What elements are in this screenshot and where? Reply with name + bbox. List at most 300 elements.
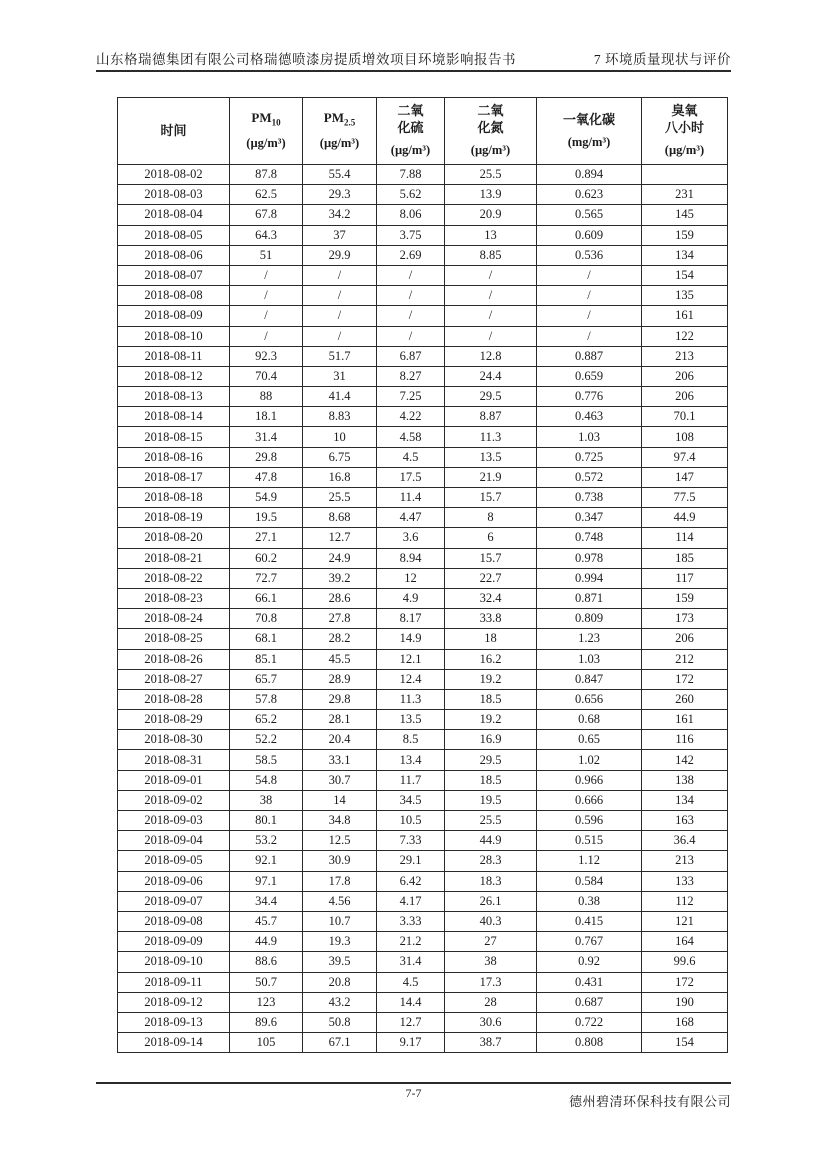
cell-so2: 3.75 xyxy=(377,225,445,245)
cell-time: 2018-08-27 xyxy=(118,669,230,689)
cell-so2: 4.17 xyxy=(377,891,445,911)
table-row xyxy=(118,790,728,810)
cell-time: 2018-08-06 xyxy=(118,245,230,265)
cell-o3_8h: 161 xyxy=(642,710,728,730)
cell-time: 2018-08-13 xyxy=(118,387,230,407)
cell-no2: 25.5 xyxy=(445,165,537,185)
cell-o3_8h: 212 xyxy=(642,649,728,669)
table-header-row xyxy=(118,98,728,165)
table-row xyxy=(118,972,728,992)
cell-so2: 13.4 xyxy=(377,750,445,770)
table-row xyxy=(118,588,728,608)
cell-so2: 8.17 xyxy=(377,609,445,629)
cell-pm25: 39.5 xyxy=(303,952,377,972)
cell-co: / xyxy=(537,265,642,285)
cell-co: 0.623 xyxy=(537,185,642,205)
cell-pm10: 88 xyxy=(230,387,303,407)
col-header-o3_8h xyxy=(642,98,728,165)
cell-pm10: 31.4 xyxy=(230,427,303,447)
cell-so2: 12.1 xyxy=(377,649,445,669)
cell-pm25: 14 xyxy=(303,790,377,810)
cell-pm10: 85.1 xyxy=(230,649,303,669)
cell-so2: 29.1 xyxy=(377,851,445,871)
table-row xyxy=(118,831,728,851)
cell-no2: 22.7 xyxy=(445,568,537,588)
cell-pm10: 97.1 xyxy=(230,871,303,891)
cell-pm25: 34.2 xyxy=(303,205,377,225)
report-title: 山东格瑞德集团有限公司格瑞德喷漆房提质增效项目环境影响报告书 xyxy=(96,52,516,67)
cell-pm10: / xyxy=(230,286,303,306)
cell-no2: 18.3 xyxy=(445,871,537,891)
cell-co: 0.994 xyxy=(537,568,642,588)
table-row xyxy=(118,528,728,548)
cell-co: 0.871 xyxy=(537,588,642,608)
cell-pm25: 20.8 xyxy=(303,972,377,992)
cell-pm10: 18.1 xyxy=(230,407,303,427)
cell-pm25: 39.2 xyxy=(303,568,377,588)
cell-time: 2018-09-11 xyxy=(118,972,230,992)
cell-o3_8h: 138 xyxy=(642,770,728,790)
cell-co: 1.02 xyxy=(537,750,642,770)
cell-pm25: 29.8 xyxy=(303,689,377,709)
table-row xyxy=(118,730,728,750)
cell-time: 2018-08-24 xyxy=(118,609,230,629)
cell-o3_8h: 185 xyxy=(642,548,728,568)
cell-co: 0.687 xyxy=(537,992,642,1012)
table-row xyxy=(118,1012,728,1032)
cell-no2: 28 xyxy=(445,992,537,1012)
cell-time: 2018-08-12 xyxy=(118,366,230,386)
cell-co: 0.38 xyxy=(537,891,642,911)
cell-time: 2018-08-03 xyxy=(118,185,230,205)
col-unit-o3_8h: (µg/m³) xyxy=(664,142,705,157)
cell-so2: / xyxy=(377,265,445,285)
cell-pm10: 65.7 xyxy=(230,669,303,689)
table-row xyxy=(118,346,728,366)
cell-so2: 7.88 xyxy=(377,165,445,185)
cell-pm25: / xyxy=(303,265,377,285)
cell-pm10: 47.8 xyxy=(230,467,303,487)
cell-pm10: 68.1 xyxy=(230,629,303,649)
cell-so2: 13.5 xyxy=(377,710,445,730)
cell-co: 0.748 xyxy=(537,528,642,548)
col-label-time: 时间 xyxy=(160,122,187,138)
cell-co: 0.68 xyxy=(537,710,642,730)
cell-no2: 33.8 xyxy=(445,609,537,629)
cell-pm10: 58.5 xyxy=(230,750,303,770)
cell-time: 2018-08-16 xyxy=(118,447,230,467)
cell-so2: 4.5 xyxy=(377,447,445,467)
cell-so2: 14.4 xyxy=(377,992,445,1012)
cell-pm10: / xyxy=(230,265,303,285)
cell-o3_8h: 135 xyxy=(642,286,728,306)
cell-no2: 38.7 xyxy=(445,1033,537,1053)
cell-pm25: 41.4 xyxy=(303,387,377,407)
cell-so2: 6.87 xyxy=(377,346,445,366)
cell-pm10: 27.1 xyxy=(230,528,303,548)
cell-no2: 16.2 xyxy=(445,649,537,669)
cell-pm25: 12.5 xyxy=(303,831,377,851)
table-row xyxy=(118,387,728,407)
cell-o3_8h: 112 xyxy=(642,891,728,911)
cell-pm10: 50.7 xyxy=(230,972,303,992)
cell-o3_8h: 117 xyxy=(642,568,728,588)
table-row xyxy=(118,891,728,911)
cell-no2: 21.9 xyxy=(445,467,537,487)
cell-co: 1.03 xyxy=(537,649,642,669)
cell-so2: / xyxy=(377,326,445,346)
cell-pm10: 45.7 xyxy=(230,911,303,931)
cell-co: 0.565 xyxy=(537,205,642,225)
cell-no2: 19.2 xyxy=(445,669,537,689)
cell-o3_8h: 134 xyxy=(642,790,728,810)
cell-pm25: 31 xyxy=(303,366,377,386)
col-header-co xyxy=(537,98,642,165)
table-row xyxy=(118,649,728,669)
cell-co: 0.966 xyxy=(537,770,642,790)
cell-no2: 13.5 xyxy=(445,447,537,467)
table-row xyxy=(118,548,728,568)
cell-time: 2018-08-02 xyxy=(118,165,230,185)
cell-time: 2018-08-28 xyxy=(118,689,230,709)
cell-co: / xyxy=(537,286,642,306)
cell-time: 2018-09-10 xyxy=(118,952,230,972)
cell-pm25: 28.6 xyxy=(303,588,377,608)
cell-no2: 30.6 xyxy=(445,1012,537,1032)
cell-no2: 44.9 xyxy=(445,831,537,851)
cell-time: 2018-08-26 xyxy=(118,649,230,669)
cell-so2: 11.7 xyxy=(377,770,445,790)
cell-o3_8h: 172 xyxy=(642,669,728,689)
cell-pm10: 19.5 xyxy=(230,508,303,528)
cell-o3_8h: 116 xyxy=(642,730,728,750)
table-row xyxy=(118,952,728,972)
cell-o3_8h: 163 xyxy=(642,811,728,831)
cell-pm10: 72.7 xyxy=(230,568,303,588)
cell-pm25: 33.1 xyxy=(303,750,377,770)
cell-pm10: 34.4 xyxy=(230,891,303,911)
table-row xyxy=(118,508,728,528)
cell-co: 1.03 xyxy=(537,427,642,447)
cell-so2: 31.4 xyxy=(377,952,445,972)
col-unit-no2: (µg/m³) xyxy=(470,142,511,157)
cell-no2: 15.7 xyxy=(445,488,537,508)
cell-pm25: 12.7 xyxy=(303,528,377,548)
cell-co: 0.596 xyxy=(537,811,642,831)
cell-pm10: 52.2 xyxy=(230,730,303,750)
table-row xyxy=(118,447,728,467)
col-header-time xyxy=(118,98,230,165)
cell-pm25: 8.83 xyxy=(303,407,377,427)
cell-co: 0.887 xyxy=(537,346,642,366)
cell-co: / xyxy=(537,306,642,326)
cell-pm25: 10.7 xyxy=(303,911,377,931)
cell-o3_8h: 36.4 xyxy=(642,831,728,851)
cell-no2: 13.9 xyxy=(445,185,537,205)
cell-co: 0.656 xyxy=(537,689,642,709)
cell-time: 2018-08-21 xyxy=(118,548,230,568)
cell-o3_8h: 159 xyxy=(642,588,728,608)
col-unit-pm10: (µg/m³) xyxy=(246,136,286,151)
cell-pm25: 10 xyxy=(303,427,377,447)
cell-co: 0.92 xyxy=(537,952,642,972)
cell-no2: / xyxy=(445,286,537,306)
table-row xyxy=(118,366,728,386)
cell-pm10: 88.6 xyxy=(230,952,303,972)
cell-co: 0.808 xyxy=(537,1033,642,1053)
table-row xyxy=(118,326,728,346)
cell-no2: 18.5 xyxy=(445,770,537,790)
cell-no2: 40.3 xyxy=(445,911,537,931)
col-header-pm25 xyxy=(303,98,377,165)
cell-no2: 25.5 xyxy=(445,811,537,831)
cell-so2: 11.3 xyxy=(377,689,445,709)
cell-so2: 8.5 xyxy=(377,730,445,750)
cell-pm10: 44.9 xyxy=(230,932,303,952)
cell-pm25: 19.3 xyxy=(303,932,377,952)
cell-time: 2018-08-09 xyxy=(118,306,230,326)
cell-so2: 5.62 xyxy=(377,185,445,205)
cell-pm10: 60.2 xyxy=(230,548,303,568)
cell-so2: 7.25 xyxy=(377,387,445,407)
cell-o3_8h: 161 xyxy=(642,306,728,326)
cell-time: 2018-09-07 xyxy=(118,891,230,911)
footer-rule xyxy=(96,1082,731,1084)
cell-pm10: 105 xyxy=(230,1033,303,1053)
cell-time: 2018-09-09 xyxy=(118,932,230,952)
table-row xyxy=(118,245,728,265)
cell-o3_8h: 114 xyxy=(642,528,728,548)
cell-co: 0.847 xyxy=(537,669,642,689)
cell-so2: 2.69 xyxy=(377,245,445,265)
cell-o3_8h: 99.6 xyxy=(642,952,728,972)
cell-time: 2018-08-22 xyxy=(118,568,230,588)
cell-pm10: 66.1 xyxy=(230,588,303,608)
cell-no2: 18 xyxy=(445,629,537,649)
cell-pm10: 53.2 xyxy=(230,831,303,851)
cell-no2: 12.8 xyxy=(445,346,537,366)
cell-o3_8h: 173 xyxy=(642,609,728,629)
cell-time: 2018-08-23 xyxy=(118,588,230,608)
cell-pm10: / xyxy=(230,326,303,346)
cell-time: 2018-08-29 xyxy=(118,710,230,730)
cell-pm10: 54.8 xyxy=(230,770,303,790)
cell-o3_8h: 213 xyxy=(642,346,728,366)
col-label-o3_8h: 臭氧 八小时 xyxy=(664,103,704,135)
cell-time: 2018-08-15 xyxy=(118,427,230,447)
cell-no2: 8.87 xyxy=(445,407,537,427)
cell-time: 2018-08-07 xyxy=(118,265,230,285)
cell-pm25: 17.8 xyxy=(303,871,377,891)
cell-co: 0.978 xyxy=(537,548,642,568)
cell-pm10: 92.1 xyxy=(230,851,303,871)
cell-no2: 19.2 xyxy=(445,710,537,730)
col-unit-pm25: (µg/m³) xyxy=(319,136,360,151)
cell-so2: 4.47 xyxy=(377,508,445,528)
cell-pm10: 54.9 xyxy=(230,488,303,508)
cell-no2: 17.3 xyxy=(445,972,537,992)
col-unit-so2: (µg/m³) xyxy=(390,142,431,157)
cell-pm10: 62.5 xyxy=(230,185,303,205)
cell-so2: 11.4 xyxy=(377,488,445,508)
cell-so2: 4.5 xyxy=(377,972,445,992)
table-row xyxy=(118,710,728,730)
cell-time: 2018-08-08 xyxy=(118,286,230,306)
cell-o3_8h: 190 xyxy=(642,992,728,1012)
cell-pm25: 37 xyxy=(303,225,377,245)
cell-pm25: 30.9 xyxy=(303,851,377,871)
cell-time: 2018-08-17 xyxy=(118,467,230,487)
cell-pm25: 28.1 xyxy=(303,710,377,730)
cell-time: 2018-09-13 xyxy=(118,1012,230,1032)
air-quality-table xyxy=(117,97,728,1053)
company-name: 德州碧清环保科技有限公司 xyxy=(568,1094,731,1109)
cell-so2: 14.9 xyxy=(377,629,445,649)
col-label-so2: 二氧 化硫 xyxy=(397,103,424,135)
cell-o3_8h: 206 xyxy=(642,387,728,407)
cell-co: 0.738 xyxy=(537,488,642,508)
col-label-pm25: $PM_{2.5}$ xyxy=(323,110,356,128)
cell-pm10: 65.2 xyxy=(230,710,303,730)
cell-pm25: 34.8 xyxy=(303,811,377,831)
cell-o3_8h: 77.5 xyxy=(642,488,728,508)
cell-o3_8h: 145 xyxy=(642,205,728,225)
cell-co: 0.572 xyxy=(537,467,642,487)
cell-no2: / xyxy=(445,326,537,346)
cell-co: 0.347 xyxy=(537,508,642,528)
cell-time: 2018-08-18 xyxy=(118,488,230,508)
cell-no2: 29.5 xyxy=(445,750,537,770)
cell-time: 2018-08-11 xyxy=(118,346,230,366)
table-row xyxy=(118,811,728,831)
cell-time: 2018-08-04 xyxy=(118,205,230,225)
cell-so2: 3.33 xyxy=(377,911,445,931)
cell-time: 2018-09-02 xyxy=(118,790,230,810)
cell-pm25: 43.2 xyxy=(303,992,377,1012)
table-body xyxy=(118,165,728,1053)
cell-co: 1.12 xyxy=(537,851,642,871)
cell-time: 2018-08-25 xyxy=(118,629,230,649)
cell-so2: 7.33 xyxy=(377,831,445,851)
cell-so2: 8.27 xyxy=(377,366,445,386)
cell-co: 0.536 xyxy=(537,245,642,265)
cell-o3_8h: 97.4 xyxy=(642,447,728,467)
cell-no2: 16.9 xyxy=(445,730,537,750)
table-row xyxy=(118,689,728,709)
cell-so2: 4.58 xyxy=(377,427,445,447)
cell-time: 2018-09-01 xyxy=(118,770,230,790)
table-row xyxy=(118,286,728,306)
cell-o3_8h: 206 xyxy=(642,629,728,649)
cell-time: 2018-08-20 xyxy=(118,528,230,548)
cell-co: 0.666 xyxy=(537,790,642,810)
cell-so2: 9.17 xyxy=(377,1033,445,1053)
col-header-no2 xyxy=(445,98,537,165)
cell-o3_8h: 206 xyxy=(642,366,728,386)
page-header xyxy=(96,48,731,68)
cell-o3_8h: 108 xyxy=(642,427,728,447)
cell-pm10: 51 xyxy=(230,245,303,265)
cell-pm10: 92.3 xyxy=(230,346,303,366)
cell-pm10: 89.6 xyxy=(230,1012,303,1032)
cell-no2: 15.7 xyxy=(445,548,537,568)
cell-so2: 8.06 xyxy=(377,205,445,225)
cell-co: 0.776 xyxy=(537,387,642,407)
cell-so2: 12.4 xyxy=(377,669,445,689)
cell-no2: 11.3 xyxy=(445,427,537,447)
cell-no2: 20.9 xyxy=(445,205,537,225)
cell-o3_8h: 44.9 xyxy=(642,508,728,528)
cell-no2: 26.1 xyxy=(445,891,537,911)
cell-pm25: 50.8 xyxy=(303,1012,377,1032)
cell-pm25: 28.2 xyxy=(303,629,377,649)
table-row xyxy=(118,992,728,1012)
cell-no2: 6 xyxy=(445,528,537,548)
cell-co: 0.584 xyxy=(537,871,642,891)
cell-pm25: / xyxy=(303,286,377,306)
cell-pm25: 29.9 xyxy=(303,245,377,265)
cell-pm10: / xyxy=(230,306,303,326)
cell-o3_8h xyxy=(642,165,728,185)
cell-time: 2018-09-12 xyxy=(118,992,230,1012)
cell-time: 2018-09-05 xyxy=(118,851,230,871)
cell-o3_8h: 147 xyxy=(642,467,728,487)
cell-no2: 29.5 xyxy=(445,387,537,407)
cell-time: 2018-08-30 xyxy=(118,730,230,750)
table-row xyxy=(118,750,728,770)
cell-pm10: 70.4 xyxy=(230,366,303,386)
cell-o3_8h: 122 xyxy=(642,326,728,346)
cell-o3_8h: 121 xyxy=(642,911,728,931)
col-label-no2: 二氧 化氮 xyxy=(477,103,504,135)
cell-pm25: 28.9 xyxy=(303,669,377,689)
cell-co: 0.894 xyxy=(537,165,642,185)
cell-o3_8h: 159 xyxy=(642,225,728,245)
table-row xyxy=(118,851,728,871)
cell-no2: 8.85 xyxy=(445,245,537,265)
cell-so2: 4.9 xyxy=(377,588,445,608)
cell-time: 2018-09-08 xyxy=(118,911,230,931)
cell-no2: 8 xyxy=(445,508,537,528)
cell-pm25: 20.4 xyxy=(303,730,377,750)
cell-co: 0.431 xyxy=(537,972,642,992)
cell-o3_8h: 213 xyxy=(642,851,728,871)
table-row xyxy=(118,1033,728,1053)
col-label-pm10: $PM_{10}$ xyxy=(251,110,281,128)
cell-o3_8h: 231 xyxy=(642,185,728,205)
cell-pm25: 51.7 xyxy=(303,346,377,366)
cell-no2: 32.4 xyxy=(445,588,537,608)
cell-so2: 4.22 xyxy=(377,407,445,427)
cell-so2: 8.94 xyxy=(377,548,445,568)
table-row xyxy=(118,629,728,649)
table-row xyxy=(118,871,728,891)
cell-co: 0.725 xyxy=(537,447,642,467)
cell-so2: 10.5 xyxy=(377,811,445,831)
cell-pm25: 45.5 xyxy=(303,649,377,669)
cell-so2: / xyxy=(377,306,445,326)
cell-pm25: 27.8 xyxy=(303,609,377,629)
table-row xyxy=(118,568,728,588)
cell-co: 0.767 xyxy=(537,932,642,952)
cell-time: 2018-08-19 xyxy=(118,508,230,528)
cell-co: 0.515 xyxy=(537,831,642,851)
table-row xyxy=(118,770,728,790)
col-unit-co: (mg/m³) xyxy=(567,134,611,149)
cell-pm25: / xyxy=(303,326,377,346)
cell-no2: 24.4 xyxy=(445,366,537,386)
cell-pm10: 64.3 xyxy=(230,225,303,245)
